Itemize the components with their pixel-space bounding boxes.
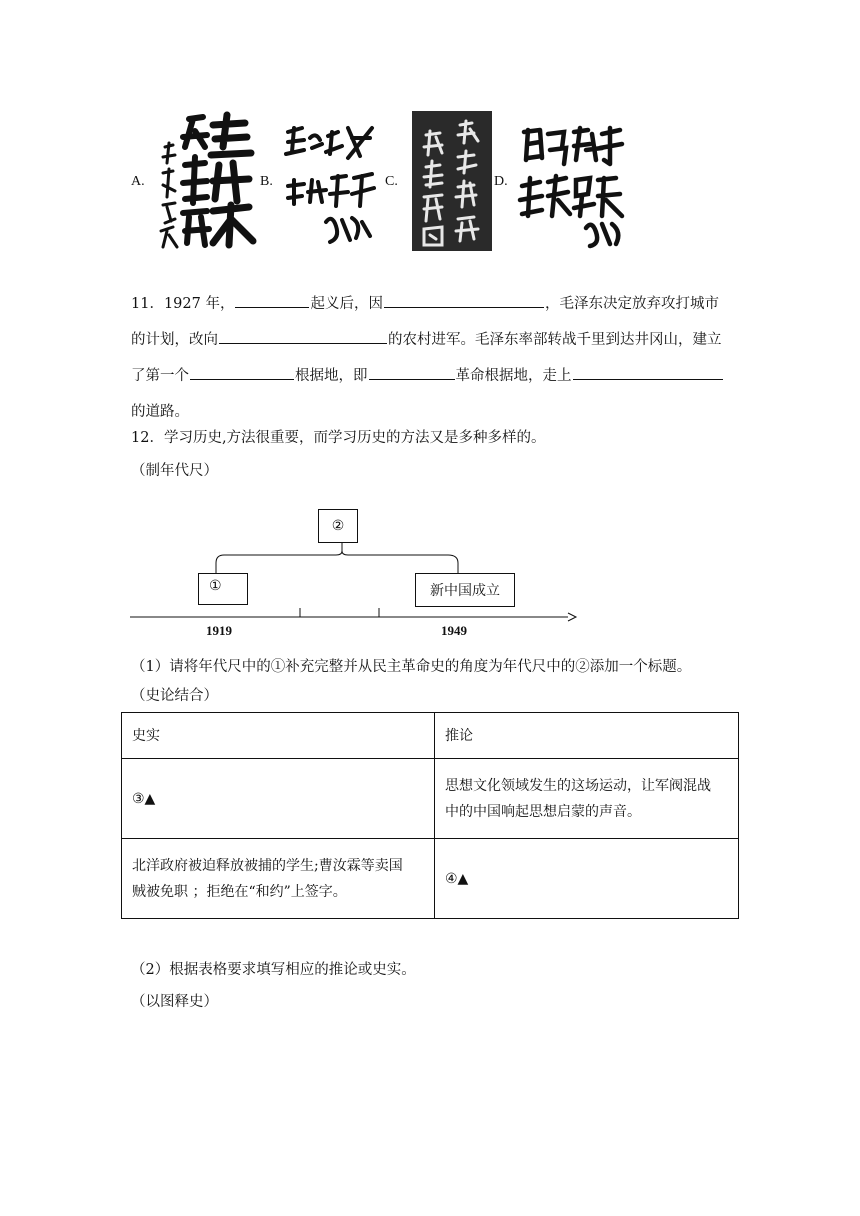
table-header-inference: 推论 — [435, 713, 739, 759]
table-cell-fact — [122, 839, 435, 919]
answer-blank[interactable] — [190, 363, 294, 380]
calligraphy-image-b — [282, 118, 382, 248]
q11-text: 的计划，改向 — [131, 332, 218, 348]
calligraphy-image-a — [153, 107, 257, 251]
answer-blank[interactable] — [369, 363, 455, 380]
timeline-box-1: ① — [198, 573, 248, 605]
q11-text: ，毛泽东决定放弃攻打城市 — [544, 296, 719, 312]
q12-subquestion-1: （1）请将年代尺中的①补充完整并从民主革命史的角度为年代尺中的②添加一个标题。 — [131, 659, 692, 675]
q11-line-1 — [131, 286, 741, 322]
timeline-year-1949: 1949 — [441, 623, 467, 638]
table-row — [122, 839, 739, 919]
table-row — [122, 759, 739, 839]
question-11 — [131, 286, 741, 430]
q11-text: 起义后，因 — [310, 296, 383, 312]
cell-text: 北洋政府被迫释放被捕的学生;曹汝霖等卖国 — [132, 857, 403, 874]
cell-text: 思想文化领域发生的这场运动，让军阀混战 — [445, 777, 711, 794]
answer-blank[interactable] — [219, 327, 387, 344]
q12-subquestion-2: （2）根据表格要求填写相应的推论或史实。 — [131, 962, 416, 978]
answer-blank[interactable] — [384, 291, 544, 308]
option-c-label: C. — [385, 174, 398, 189]
q11-line-4 — [131, 394, 741, 430]
timeline-box-title: ② — [318, 509, 358, 543]
calligraphy-image-c — [412, 111, 492, 251]
answer-blank[interactable] — [573, 363, 723, 380]
section-timeline-heading: （制年代尺） — [131, 463, 218, 479]
section-image-heading: （以图释史） — [131, 994, 218, 1010]
cell-text: 贼被免职 ；拒绝在“和约”上签字。 — [132, 883, 347, 900]
cell-text: 中的中国响起思想启蒙的声音。 — [445, 803, 641, 820]
table-cell-inference — [435, 759, 739, 839]
timeline-figure — [128, 505, 580, 645]
q11-line-2 — [131, 322, 741, 358]
q12-intro: 12．学习历史,方法很重要，而学习历史的方法又是多种多样的。 — [131, 430, 546, 446]
table-header-fact: 史实 — [122, 713, 435, 759]
section-table-heading: （史论结合） — [131, 688, 218, 704]
q11-text: 的道路。 — [131, 404, 189, 420]
q11-text: 了第一个 — [131, 368, 189, 384]
q11-text: 11．1927 年， — [131, 296, 235, 312]
fact-inference-table — [121, 712, 739, 919]
q11-line-3 — [131, 358, 741, 394]
answer-blank[interactable] — [235, 291, 309, 308]
table-cell-fact-3: ③▲ — [122, 759, 435, 839]
timeline-box-new-china: 新中国成立 — [415, 573, 515, 607]
table-cell-inference-4: ④▲ — [435, 839, 739, 919]
option-b-label: B. — [260, 174, 273, 189]
table-row — [122, 713, 739, 759]
calligraphy-image-d — [516, 120, 628, 250]
timeline-year-1919: 1919 — [206, 623, 232, 638]
q11-text: 革命根据地，走上 — [455, 368, 572, 384]
option-a-label: A. — [131, 174, 145, 189]
q11-text: 根据地，即 — [295, 368, 368, 384]
q11-text: 的农村进军。毛泽东率部转战千里到达井冈山，建立 — [388, 332, 722, 348]
option-d-label: D. — [494, 174, 508, 189]
